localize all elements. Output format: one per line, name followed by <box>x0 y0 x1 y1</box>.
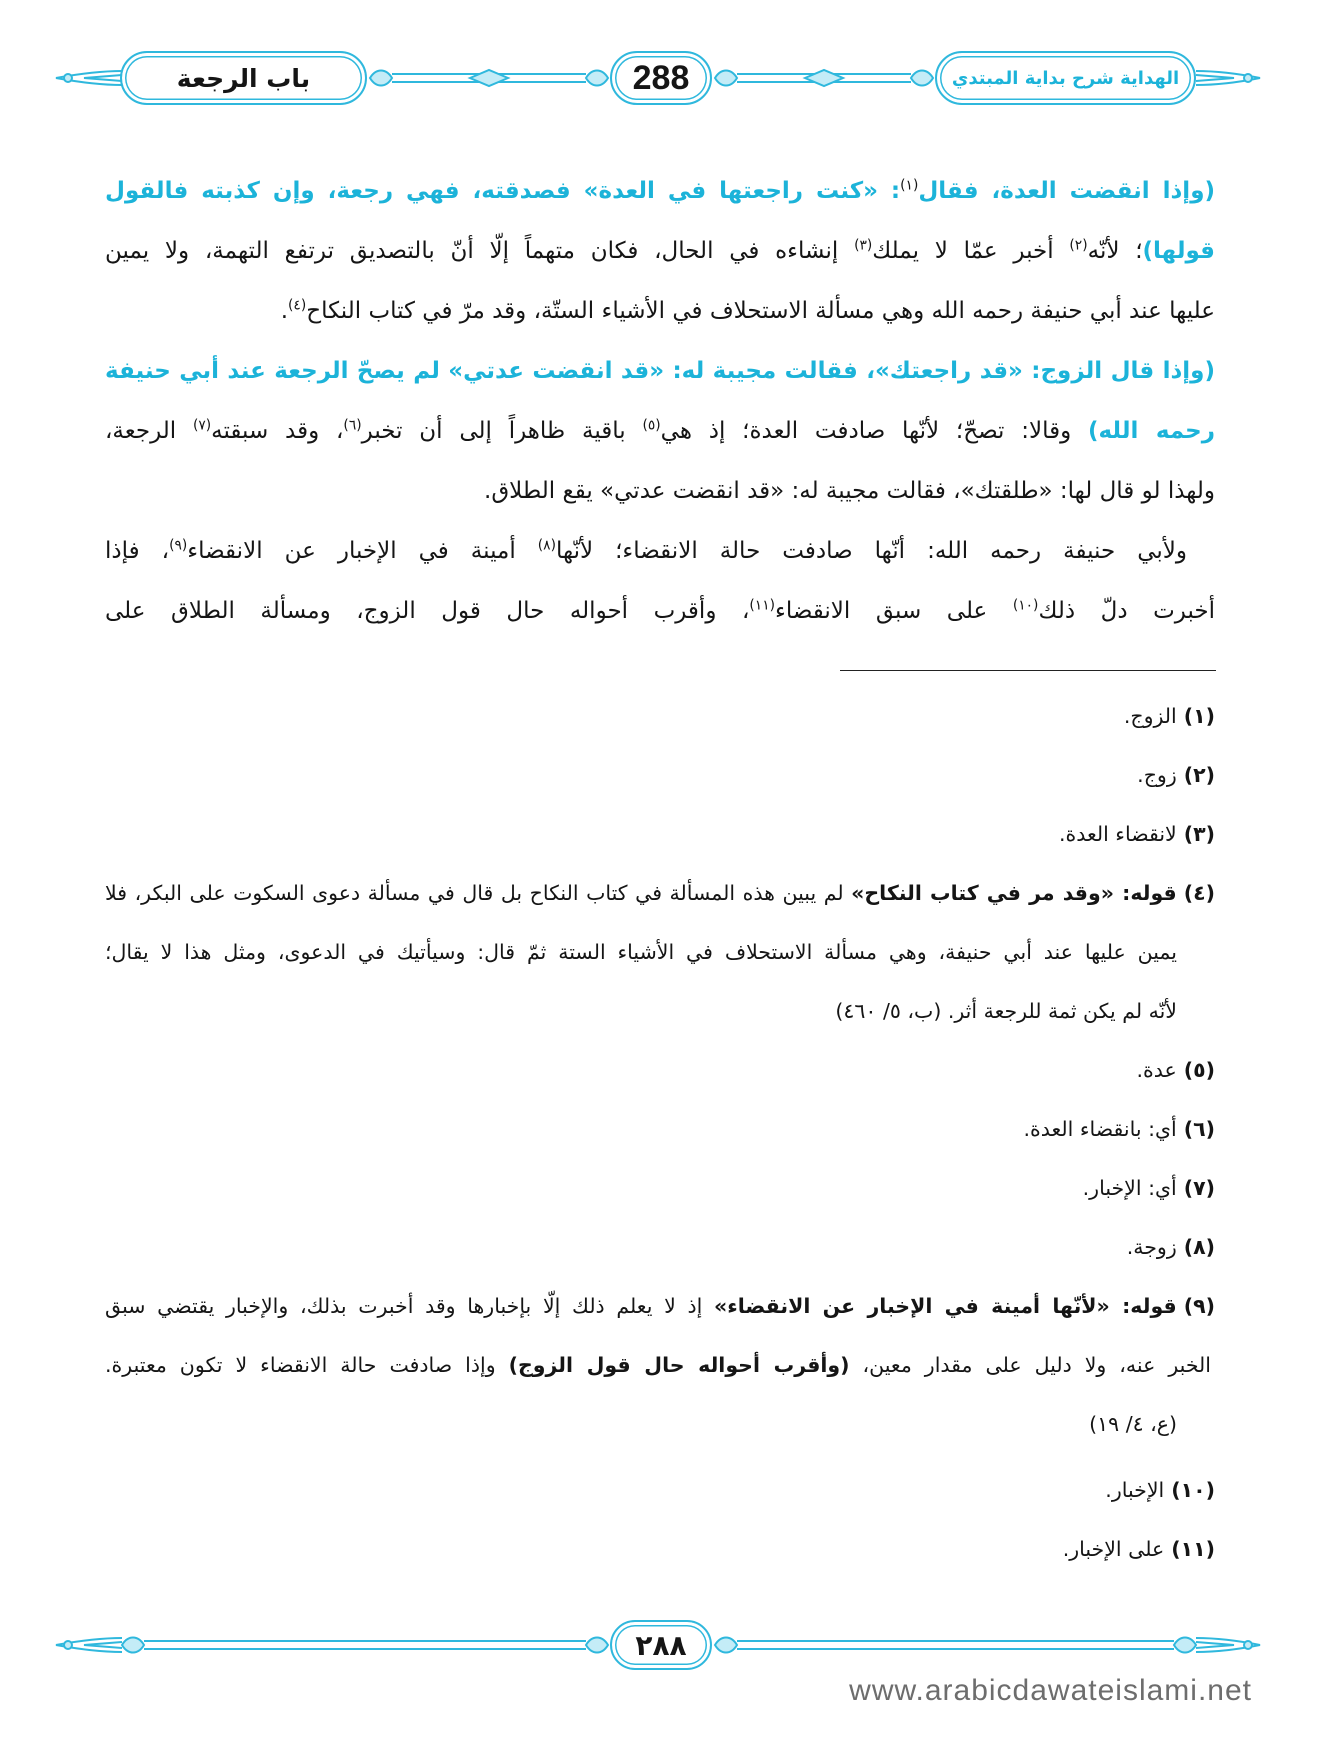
footer-right-flourish <box>1196 1638 1260 1652</box>
commentary-text: على سبق الانقضاء <box>775 598 1013 624</box>
footnote-ref: (١١) <box>749 597 775 614</box>
footer-ornament-band-left <box>122 1638 608 1653</box>
footnote-quote: قوله: «لأنّها أمينة في الإخبار عن الانقضاء» <box>714 1294 1177 1318</box>
footnote-text: يمين عليها عند أبي حنيفة، وهي مسألة الاستحلاف في الأشياء الستة ثمّ قال: وسيأتيك في الدعوى، ومثل هذا لا يقال؛ <box>105 940 1177 964</box>
footnote <box>105 805 1215 864</box>
footnote <box>105 1159 1215 1218</box>
footnote-continuation <box>105 982 1215 1041</box>
body-line <box>105 221 1215 281</box>
commentary-text: وقالا: تصحّ؛ لأنّها صادفت العدة؛ إذ هي <box>660 418 1088 444</box>
footnote <box>105 1520 1215 1579</box>
footnote-number: (٣) <box>1183 822 1215 846</box>
footnote <box>105 1100 1215 1159</box>
footnote-separator <box>840 670 1216 671</box>
footnote-continuation <box>105 923 1215 982</box>
header-left-flourish <box>56 71 122 85</box>
book-title-box <box>935 51 1196 105</box>
commentary-text: ، وأقرب أحواله حال قول الزوج، ومسألة الطلاق على <box>105 598 750 624</box>
body-line <box>105 401 1215 461</box>
footnote-quote: قوله: «وقد مر في كتاب النكاح» <box>851 881 1177 905</box>
header-ornament-band-right <box>715 70 933 86</box>
footnote-text: الإخبار. <box>1105 1478 1165 1502</box>
body-line <box>105 341 1215 401</box>
footnote-number: (١٠) <box>1171 1478 1215 1502</box>
footnote-ref: (٩) <box>169 537 188 554</box>
footnote-text: أي: بانقضاء العدة. <box>1023 1117 1177 1141</box>
footnote <box>105 1041 1215 1100</box>
footnote <box>105 1461 1215 1520</box>
footnote-text: على الإخبار. <box>1062 1537 1165 1561</box>
footer-page-number: ٢٨٨ <box>635 1628 687 1662</box>
commentary-text: إنشاءه في الحال، فكان متهماً إلّا أنّ بالتصديق ترتفع التهمة، ولا يمين <box>105 238 855 264</box>
commentary-text: ؛ لأنّه <box>1087 238 1143 264</box>
footnote-text: وإذا صادفت حالة الانقضاء لا تكون معتبرة. <box>105 1353 509 1377</box>
footnote-ref: (١) <box>900 177 919 194</box>
footnote-text: لأنّه لم يكن ثمة للرجعة أثر. (ب، ٥/ ٤٦٠) <box>835 999 1177 1023</box>
commentary-text: ولأبي حنيفة رحمه الله: أنّها صادفت حالة الانقضاء؛ لأنّها <box>555 538 1188 564</box>
footnote-number: (٥) <box>1183 1058 1215 1082</box>
footnote-number: (٨) <box>1183 1235 1215 1259</box>
chapter-title-box <box>120 51 367 105</box>
header-right-flourish <box>1196 71 1260 85</box>
commentary-text: عليها عند أبي حنيفة رحمه الله وهي مسألة الاستحلاف في الأشياء الستّة، وقد مرّ في كتاب النكاح <box>306 298 1215 324</box>
footnote-ref: (٧) <box>192 417 212 434</box>
main-text <box>105 161 1215 641</box>
page-number: 288 <box>632 58 690 97</box>
commentary-text: أخبرت دلّ ذلك <box>1038 598 1215 624</box>
footnote-ref: (٨) <box>537 537 556 554</box>
footnote <box>105 1277 1215 1336</box>
header-ornament-band-left <box>370 70 608 86</box>
footnote-text: زوج. <box>1137 763 1177 787</box>
commentary-text: ولهذا لو قال لها: «طلقتك»، فقالت مجيبة له: «قد انقضت عدتي» يقع الطلاق. <box>484 478 1215 504</box>
book-title: الهداية شرح بداية المبتدي <box>951 67 1180 89</box>
footnote-text: إذ لا يعلم ذلك إلّا بإخبارها وقد أخبرت بذلك، والإخبار يقتضي سبق <box>105 1294 714 1318</box>
footnote <box>105 864 1215 923</box>
footer-page-number-box <box>610 1620 712 1670</box>
body-line <box>105 161 1215 221</box>
body-line <box>105 281 1215 341</box>
website-url: www.arabicdawateislami.net <box>849 1674 1252 1707</box>
footnote-ref: (١٠) <box>1012 597 1039 614</box>
footnote-text: الخبر عنه، ولا دليل على مقدار معين، <box>849 1353 1211 1377</box>
body-line <box>105 461 1215 521</box>
commentary-text: أمينة في الإخبار عن الانقضاء <box>187 538 538 564</box>
footnote-number: (٢) <box>1183 763 1215 787</box>
commentary-text: أخبر عمّا لا يملك <box>872 238 1070 264</box>
footnote-continuation <box>105 1395 1215 1454</box>
footnote-text: أي: الإخبار. <box>1082 1176 1177 1200</box>
commentary-text: الرجعة، <box>105 418 193 444</box>
footnote-number: (٧) <box>1183 1176 1215 1200</box>
footnote <box>105 687 1215 746</box>
footnote-ref: (٤) <box>288 297 307 314</box>
matn-text: (وإذا قال الزوج: «قد راجعتك»، فقالت مجيبة له: «قد انقضت عدتي» لم يصحّ الرجعة عند أبي حنيفة <box>105 358 1215 384</box>
footnote-continuation <box>105 1336 1215 1395</box>
footnote-ref: (٦) <box>343 417 362 434</box>
page-number-box <box>610 51 712 105</box>
footnote-source: (ع، ٤/ ١٩) <box>1089 1412 1177 1436</box>
commentary-text: ، وقد سبقته <box>211 418 344 444</box>
footnote-text: زوجة. <box>1126 1235 1177 1259</box>
footer-left-flourish <box>56 1638 122 1652</box>
footnote-text: عدة. <box>1136 1058 1177 1082</box>
footnote-ref: (٥) <box>642 417 661 434</box>
matn-text: : «كنت راجعتها في العدة» فصدقته، فهي رجعة، وإن كذبته فالقول <box>105 178 901 204</box>
footnote-number: (٦) <box>1183 1117 1215 1141</box>
chapter-title: باب الرجعة <box>176 63 311 93</box>
matn-text: رحمه الله) <box>1087 418 1215 444</box>
body-line <box>105 581 1215 641</box>
commentary-text: . <box>280 298 289 324</box>
footnote <box>105 746 1215 805</box>
footer-ornament-band-right <box>715 1638 1196 1653</box>
footnote-ref: (٢) <box>1069 237 1088 254</box>
footnote <box>105 1218 1215 1277</box>
footnote-text: الزوج. <box>1123 704 1177 728</box>
matn-text: قولها) <box>1142 238 1215 264</box>
footnote-number: (١) <box>1183 704 1215 728</box>
footnote-number: (١١) <box>1171 1537 1215 1561</box>
matn-text: (وإذا انقضت العدة، فقال <box>918 178 1215 204</box>
body-line <box>105 521 1215 581</box>
footnote-text: لم يبين هذه المسألة في كتاب النكاح بل قال في مسألة دعوى السكوت على البكر، فلا <box>105 881 852 905</box>
footnotes <box>105 687 1215 1579</box>
commentary-text: ، فإذا <box>105 538 170 564</box>
footnote-number: (٤) <box>1183 881 1215 905</box>
footnote-text: لانقضاء العدة. <box>1058 822 1177 846</box>
footnote-number: (٩) <box>1183 1294 1215 1318</box>
commentary-text: باقية ظاهراً إلى أن تخبر <box>361 418 643 444</box>
footnote-quote: (وأقرب أحواله حال قول الزوج) <box>508 1353 850 1377</box>
footnote-ref: (٣) <box>854 237 873 254</box>
